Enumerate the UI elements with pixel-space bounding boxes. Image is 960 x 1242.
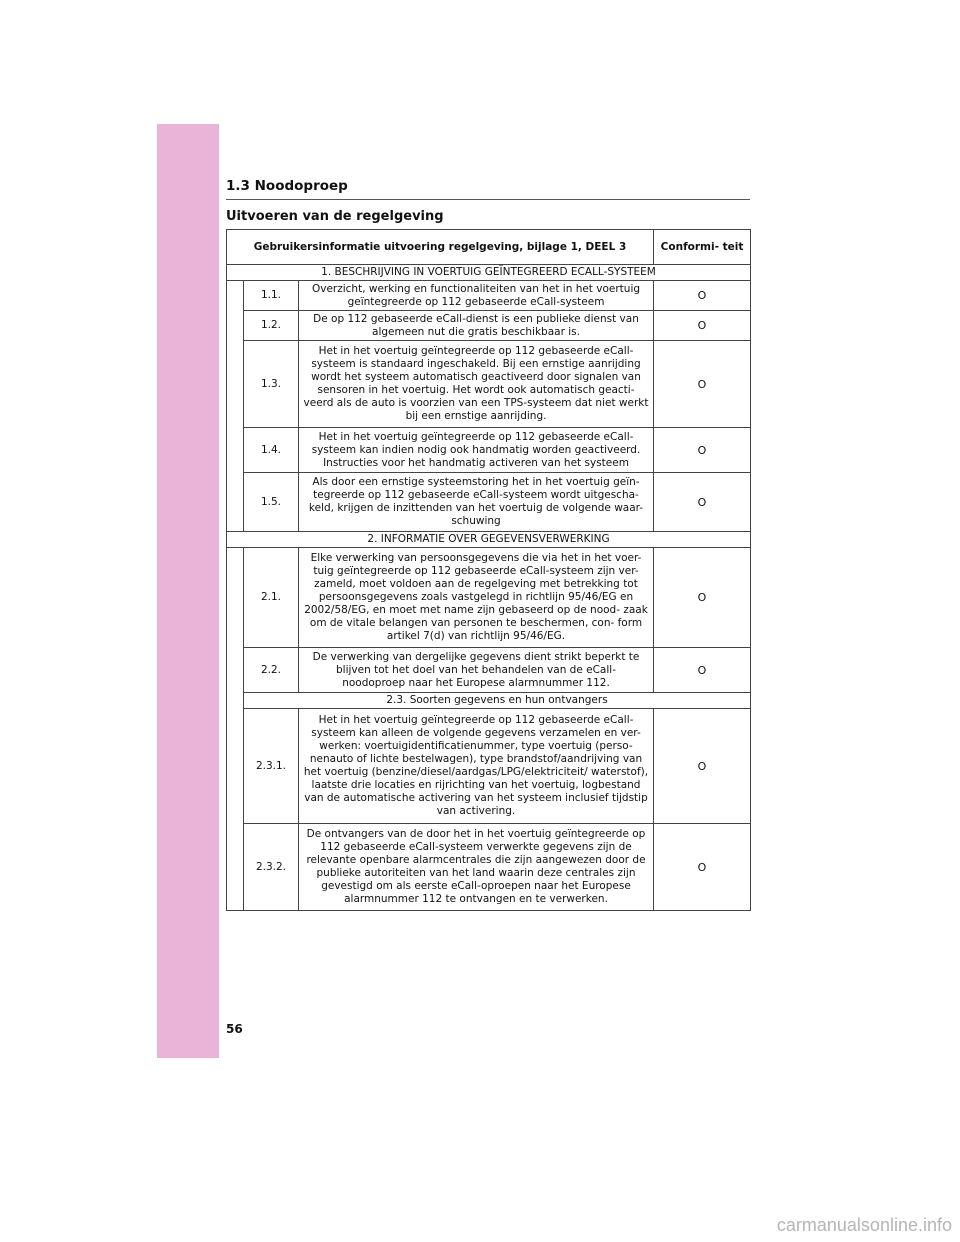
row-text: Als door een ernstige systeemstoring het in het voertuig geïn- tegreerde op 112 gebaseerde eCall-systeem wordt uitgescha- keld, krijgen de inzittenden van het voertuig de volgende waar- schuwing — [299, 473, 654, 532]
row-conformity: O — [654, 428, 751, 473]
row-number: 2.3.2. — [244, 824, 299, 911]
row-conformity: O — [654, 824, 751, 911]
section-divider — [226, 199, 750, 200]
row-number: 1.5. — [244, 473, 299, 532]
row-conformity: O — [654, 341, 751, 428]
row-text: Het in het voertuig geïntegreerde op 112 gebaseerde eCall-systeem is standaard ingeschakeld. Bij een ernstige aanrijding wordt het systeem automatisch geactiveerd door signalen van sensoren in het voertuig. Het wordt ook automatisch geacti- veerd als de auto is voorzien van een TPS-systeem dat niet werkt bij een ernstige aanrijding. — [299, 341, 654, 428]
table-row — [227, 824, 751, 911]
row-number: 1.1. — [244, 281, 299, 311]
table-row — [227, 341, 751, 428]
row-text: De op 112 gebaseerde eCall-dienst is een publieke dienst van algemeen nut die gratis beschikbaar is. — [299, 311, 654, 341]
table-row — [227, 473, 751, 532]
row-conformity: O — [654, 281, 751, 311]
table-row — [227, 648, 751, 693]
table-header-row — [227, 230, 751, 265]
row-conformity: O — [654, 709, 751, 824]
row-number: 2.1. — [244, 548, 299, 648]
section2-title: 2. INFORMATIE OVER GEGEVENSVERWERKING — [227, 532, 751, 548]
row-conformity: O — [654, 648, 751, 693]
section-title-row — [227, 265, 751, 281]
row-text: Het in het voertuig geïntegreerde op 112 gebaseerde eCall-systeem kan alleen de volgende gegevens verzamelen en ver- werken: voertuigidentificatienummer, type voertuig (perso- nenauto of lichte bestelwagen), type brandstof/aandrijving van het voertuig (benzine/diesel/aardgas/LPG/elektriciteit/ waterstof), laatste drie locaties en rijrichting van het voertuig, logbestand van de automatische activering van het systeem inclusief tijdstip van activering. — [299, 709, 654, 824]
row-text: De verwerking van dergelijke gegevens dient strikt beperkt te blijven tot het doel van het behandelen van de eCall- noodoproep naar het Europese alarmnummer 112. — [299, 648, 654, 693]
header-info: Gebruikersinformatie uitvoering regelgeving, bijlage 1, DEEL 3 — [227, 230, 654, 265]
section1-title: 1. BESCHRIJVING IN VOERTUIG GEÏNTEGREERD ECALL-SYSTEEM — [227, 265, 751, 281]
row-number: 2.2. — [244, 648, 299, 693]
subsection-title-row — [227, 693, 751, 709]
table-row — [227, 428, 751, 473]
table-row — [227, 311, 751, 341]
indent-cell — [227, 281, 244, 532]
page-number: 56 — [226, 1022, 243, 1036]
section-side-tab — [157, 124, 219, 1058]
table-row — [227, 709, 751, 824]
header-conformity: Conformi- teit — [654, 230, 751, 265]
table-row — [227, 548, 751, 648]
row-text: Elke verwerking van persoonsgegevens die via het in het voer- tuig geïntegreerde op 112 gebaseerde eCall-systeem zijn ver- zameld, moet voldoen aan de regelgeving met betrekking tot persoonsgegevens zoals vastgelegd in richtlijn 95/46/EG en 2002/58/EG, en moet met name zijn gebaseerd op de nood- zaak om de vitale belangen van personen te beschermen, con- form artikel 7(d) van richtlijn 95/46/EG. — [299, 548, 654, 648]
row-number: 1.4. — [244, 428, 299, 473]
section-heading: 1.3 Noodoproep — [226, 178, 348, 194]
subheading: Uitvoeren van de regelgeving — [226, 209, 444, 224]
table-row — [227, 281, 751, 311]
row-number: 1.2. — [244, 311, 299, 341]
row-text: De ontvangers van de door het in het voertuig geïntegreerde op 112 gebaseerde eCall-systeem verwerkte gegevens zijn de relevante openbare alarmcentrales die zijn aangewezen door de publieke autoriteiten van het land waarin deze centrales zijn gevestigd om als eerste eCall-oproepen naar het Europese alarmnummer 112 te ontvangen en te verwerken. — [299, 824, 654, 911]
section-title-row — [227, 532, 751, 548]
row-number: 2.3.1. — [244, 709, 299, 824]
watermark: carmanualsonline.info — [776, 1215, 952, 1235]
indent-cell — [227, 548, 244, 911]
regulation-table — [226, 229, 751, 911]
row-conformity: O — [654, 473, 751, 532]
row-conformity: O — [654, 311, 751, 341]
row-text: Overzicht, werking en functionaliteiten van het in het voertuig geïntegreerde op 112 gebaseerde eCall-systeem — [299, 281, 654, 311]
row-number: 1.3. — [244, 341, 299, 428]
row-text: Het in het voertuig geïntegreerde op 112 gebaseerde eCall-systeem kan indien nodig ook handmatig worden geactiveerd. Instructies voor het handmatig activeren van het systeem — [299, 428, 654, 473]
row-conformity: O — [654, 548, 751, 648]
subsection-title: 2.3. Soorten gegevens en hun ontvangers — [244, 693, 751, 709]
